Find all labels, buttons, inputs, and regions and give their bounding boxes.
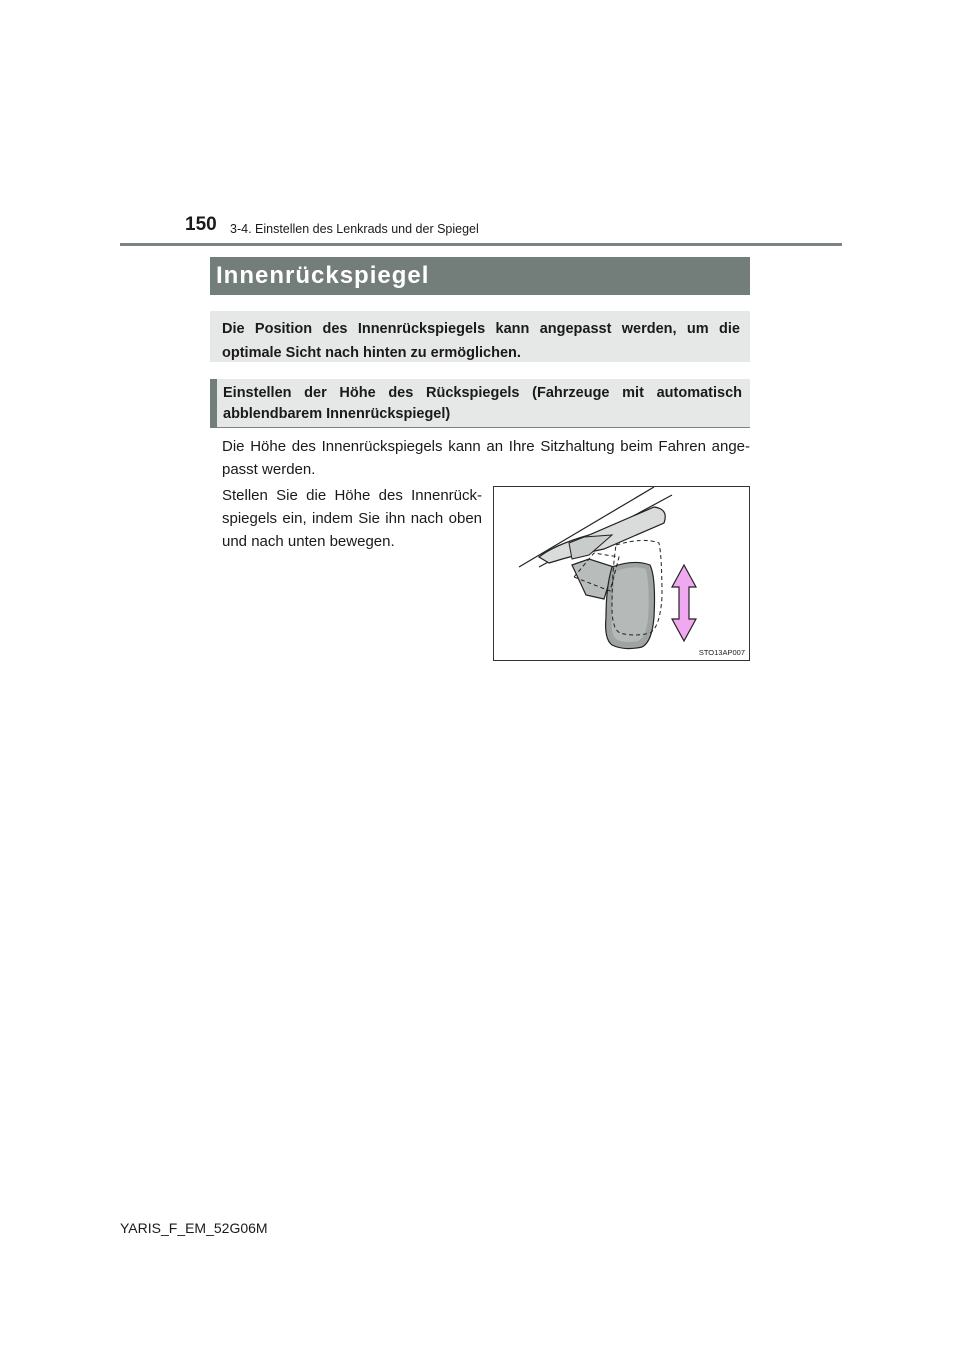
section-reference: 3-4. Einstellen des Lenkrads und der Spiegel xyxy=(230,222,479,236)
subsection-accent-bar xyxy=(210,379,217,428)
mirror-drawing xyxy=(494,487,749,660)
document-code: YARIS_F_EM_52G06M xyxy=(120,1220,268,1236)
page-title: Innenrückspiegel xyxy=(210,257,750,295)
paragraph-height-adjust: Die Höhe des Innenrückspiegels kann an Ihre Sitzhaltung beim Fahren ange- passt werden. xyxy=(222,438,750,478)
figure-code: STO13AP007 xyxy=(698,648,745,657)
subsection-heading: Einstellen der Höhe des Rückspiegels (Fahrzeuge mit automatisch abblendbarem Innenrückspiegel) xyxy=(210,379,750,428)
mirror-illustration xyxy=(493,486,750,661)
up-down-arrow-icon xyxy=(672,565,696,641)
paragraph-instruction: Stellen Sie die Höhe des Innenrück- spiegels ein, indem Sie ihn nach oben und nach unten bewegen. xyxy=(222,487,482,550)
page-number: 150 xyxy=(185,214,217,235)
intro-box: Die Position des Innenrückspiegels kann angepasst werden, um die optimale Sicht nach hinten zu ermöglichen. xyxy=(210,311,750,362)
header-divider xyxy=(120,243,842,246)
